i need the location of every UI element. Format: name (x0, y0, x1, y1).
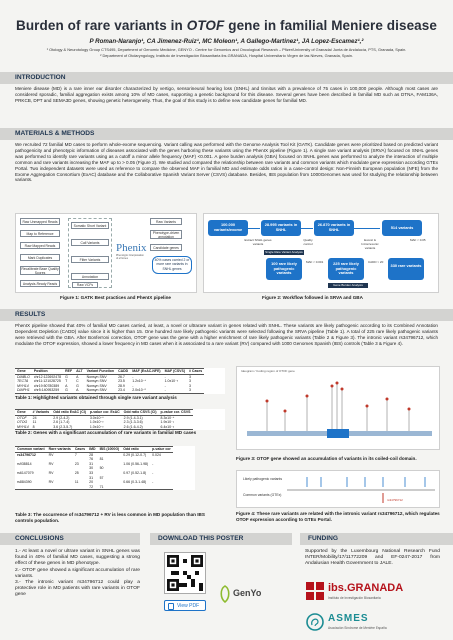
ibs-subtitle: Instituto de Investigación Biosanitaria (328, 596, 381, 600)
arrow (354, 228, 380, 229)
affiliation-2: ² Department of Otolaryngology, Instituto de Investigación Biosanitaria ibs.GRANADA, Hospital Universitario Virgen de las Nieves, Granada, Spain. (100, 52, 353, 58)
fig1-box: Mark Duplicates (20, 254, 60, 261)
node-514-variants: 514 variants (382, 220, 422, 236)
t3-header: Cases (74, 447, 86, 451)
fig1-box: Call Variants (71, 239, 109, 246)
figure-3 (236, 366, 440, 450)
t3-header: p-value cor (152, 447, 171, 451)
fig1-box: Filter Variants (71, 256, 109, 263)
label-maf-005: MAF < 0.05 (410, 238, 426, 242)
label-extract-snhl: Extract SNHL genes variants (244, 238, 272, 246)
t1-header: Variant Function (86, 369, 115, 373)
fig3-header: Ideogram / Coding region of OTOF gene (241, 369, 295, 373)
variant-discovery-column (68, 218, 112, 288)
table-row: rs34796712 RV 7 28 0.29 (0.12-0.7) 0.024 (17, 452, 161, 457)
intro-heading: INTRODUCTION (0, 72, 453, 84)
arrow (301, 228, 313, 229)
t1-header: Position (32, 369, 63, 375)
coiled-coil-domain (327, 429, 349, 438)
variant-heads (266, 382, 411, 413)
fig4-variant-track (287, 473, 437, 507)
node-gba-result: 225 rare likely pathogenic variants (328, 258, 364, 280)
fig1-box: Raw Mapped Reads (20, 242, 60, 249)
fig4-marker-label: rs34796712 (387, 498, 403, 502)
t3-header: IMD (89, 447, 96, 451)
funding-text: Supported by the Luxembourg National Research Fund INTER/Mobility/17/11772209 and EF-0247-2017 from Andalusian Health Government to JALE. (305, 549, 440, 567)
asmes-logo (306, 611, 446, 635)
figure-3-caption: Figure 3: OTOF gene showed an accumulation of variants in its coiled-coil domain. (236, 456, 417, 461)
genyo-mark-icon (218, 585, 232, 603)
node-srva-result: 100 rare likely pathogenic variants (266, 258, 302, 280)
t1-header: # Cases (189, 369, 203, 373)
table-row: 72 71 (89, 484, 104, 489)
table-row: 30 50 (89, 466, 104, 471)
t2-header: # Variants (32, 410, 50, 414)
otof-lollipop-plot (237, 371, 441, 451)
figure-4-caption: Figure 4: These rare variants are related with the intronic variant rs34796712, which regulates OTOF expression according to GTEx Portal. (236, 511, 440, 522)
table-3-caption: Table 3: The occurrence of rs34796712 + RV is less common in MD population than IBS controls population. (15, 512, 205, 523)
ibs-mark-icon (306, 582, 324, 600)
t1-header: ALT (76, 369, 83, 373)
poster-title: Burden of rare variants in OTOF gene in familial Meniere disease (15, 18, 438, 33)
t3-header: Odd ratio (121, 447, 150, 453)
node-330-variants: 330 rare variants (388, 258, 424, 280)
table-row: DIAPH1 chr5:140953259 G A Nonsyn SNV 23.4 2.0x10⁻⁵ - 3 (17, 388, 191, 393)
t2-header: p-value cor. ExAC (89, 410, 120, 414)
methods-text: We recruited 72 familial MD cases to perform whole-exome sequencing. Variant calling was performed with the Genome Analysis Tool Kit (GATK). Candidate genes were prioritized based on predicted variant pathogenicity and phenotypic information of diseases associated with the genes harboring these variants using the PhenIX pipeline (Figure 1). A single rare variant analysis (SRVA) focused on SNHL genes was performed to identify rare variants using as a cutoff a minor allele frequency (MAF) <0.001. A gene burden analysis (GBA) focused on SNHL genes was performed to analyze the interaction of multiple common and rare variants increasing the MAF up to > 0.05 (Figure 2). We studied and compared the relationship between rare variants and common variants which modulate gene expression according GTEx Portal. Two independent datasets were used as reference to compare the observed MAF in familial MD and estimate odds ratios in a case-control design: Non-Finnish European population (NFE) from the Exome Aggregation Consortium (ExAC) database and the Collaborative Spanish Variant Server (CSVS) database. Besides, IBS population from 1000Genomes was used for studying the relationship between variants. (15, 142, 438, 183)
qr-code-icon (167, 555, 203, 591)
t1-header: MAF (CSVS) (164, 369, 185, 373)
conclusions-list (15, 549, 140, 599)
conclusion-item: 1.- At least a novel or ultrare variant in SNHL genes was found in 40% of familial MD cases, suggesting a strong effect of these genes in MD phenotype. (15, 549, 140, 567)
variant-lollipops (267, 383, 409, 431)
phenix-wordmark: Phenix (116, 242, 147, 254)
table-row: TECTA chr11:121028725 T C Nonsyn SNV 23.5 1.2x10⁻⁴ 1.0x10⁻³ 3 (17, 379, 191, 384)
table-row: DIABLO chr12:122692478 G A Nonsyn SNV 26.7 - - 3 (17, 374, 191, 379)
conclusions-heading: CONCLUSIONS (0, 533, 140, 545)
genyo-logo (218, 583, 278, 605)
fig1-box: Raw Unmapped Reads (20, 218, 60, 225)
fig1-box: Phenotype-driven annotation (150, 230, 182, 239)
document-icon (168, 603, 174, 610)
figure-1 (15, 213, 197, 293)
view-pdf-button[interactable] (164, 600, 206, 611)
t2-header: Odd ratio CSVS (CI) (123, 410, 157, 414)
table-row: OTOF 24 2.9 (2-4.2) 3.0x10⁻⁶ 2.9 (1.4-3.1) 8.3x10⁻⁴ (17, 415, 175, 420)
t2-header: Gene (15, 410, 31, 416)
fig1-box: Somatic Short Variant (71, 222, 109, 229)
fig4-label-common: Common variants (GTEx) (243, 493, 282, 497)
figure-2 (203, 213, 439, 293)
t3-header: Common variant (17, 447, 45, 451)
fig1-box: Annotation (71, 273, 109, 280)
fig1-box: Candidate genes (150, 244, 182, 251)
table-row: OTOG 11 2.6 (1.7-4) 1.0x10⁻³ 2.3 (1.3-3.6) 1.9x10⁻¹ (17, 420, 175, 425)
label-maf-0001: MAF < 0.001 (306, 260, 324, 264)
figure-1-caption: Figure 1: GATK Best practices and PhenIX pipeline (60, 295, 171, 300)
label-exonic: Exonic & Intron/exonic variants (361, 238, 379, 250)
fig1-box: Raw VCFs (72, 282, 98, 288)
table-2-caption: Table 2: Genes with a significant accumulation of rare variants in familial MD cases (15, 430, 197, 435)
table-3 (15, 446, 195, 490)
intro-text: Meniere disease (MD) is a rare inner ear disorder characterized by vertigo, sensorineural hearing loss (SNHL) and tinnitus with a prevalence of 75 cases in 100,000 people. Although most cases are considered sporadic, familial aggregation exists among 10% of MD cases, supporting a genetic background for this disease. Several genes have been described in familial MD such as DTNA, FAM136A, PRKCB, DPT and SEMA3D genes, showing genetic heterogeneity. Thus, the goal of this study is to define new candidate genes for familial MD. (15, 86, 438, 103)
table-1-caption: Table 1: Highlighted variants obtained through single rare variant analysis (15, 395, 177, 400)
conclusion-item: 2.- OTOF gene showed a significant accumulation of rare variants. (15, 567, 140, 579)
genyo-wordmark: GenYo (233, 588, 262, 598)
table-row: 76 81 (89, 457, 104, 462)
results-heading: RESULTS (0, 309, 453, 321)
table-row: 31 57 (89, 475, 104, 480)
label-gba: Gene Burden Analysis (328, 283, 368, 288)
label-cadd: CADD > 20 (368, 260, 384, 264)
view-pdf-label: View PDF (177, 603, 200, 609)
label-srva: Single Rare Variant Analysis (265, 250, 303, 254)
phenix-subtitle: Phenotypic Interpretation of eXomes (116, 254, 144, 260)
arrow (248, 228, 260, 229)
table-row: MYH14 8 3.6 (2.3-5.7) 1.0x10⁻³ 2.6 (1.6-4.2) 6.4x10⁻² (17, 424, 175, 429)
ibs-logo (306, 580, 446, 604)
t1-header: REF (65, 369, 73, 373)
funding-heading: FUNDING (300, 533, 453, 545)
figure-2-caption: Figure 2: Workflow followed in SRVA and GBA (262, 295, 363, 300)
fig1-box: Map to Reference (20, 230, 60, 237)
authors: P Roman-Naranjo¹, CA Jimenez-Ruiz¹, MC Moleon¹, A Gallego-Martinez¹, JA Lopez-Escamez¹,² (89, 38, 364, 45)
phenix-column (150, 218, 194, 288)
t3-header: IBS (1000G) (99, 447, 120, 451)
phenix-result-bubble: 40% cases carried 2 or more rare variants in SNHL genes (152, 256, 192, 274)
results-text: PhenIX pipeline showed that 40% of familial MD cases carried, at least, a novel or ultrarare variant in genes related with SNHL. These variants are likely pathogenic according to its Combined Annotation Dependent Depletion (CADD) value since it is higher than 15. One hundred rare likely pathogenic variants were selected following the SRVA pipeline (Table 1). A total of 225 rare likely pathogenic variants were retrieved with the GBA. After Bonferroni correction, OTOF gene was the gene with a higher enrichment of rare likely pathogenic variants (Table 2 & Figure 3). The intronic variant rs34796712, which modulate the OTOF expression, showed a lower frequency in MD cases when it is associated to a rare variant (RV) compared with 1000 Genomes Spanish (IBS) controls (Table 3 & Figure 4). (15, 323, 438, 346)
table-2 (15, 409, 225, 430)
table-1 (15, 368, 225, 394)
node-snhl-variants-raw: 28.995 variants in SNHL (261, 220, 301, 236)
asmes-ear-icon (306, 613, 324, 631)
download-heading: DOWNLOAD THIS POSTER (150, 533, 292, 545)
label-quality-control: Quality control (303, 238, 313, 246)
t1-header: CADD (118, 369, 129, 373)
figure-4 (236, 470, 440, 508)
methods-heading: MATERIALS & METHODS (0, 128, 453, 140)
table-row: rs6147079 RV 25 33 0.97 (0.52-1.8) - (17, 470, 154, 475)
fig1-box: Analysis-Ready Reads (20, 280, 60, 287)
asmes-subtitle: Asociación Síndrome de Menière España (328, 626, 387, 630)
t1-header: MAF (ExAC-NFE) (132, 369, 161, 373)
node-snhl-variants-qc: 26.870 variants in SNHL (314, 220, 354, 236)
t3-header: Rare variants (48, 447, 71, 451)
fig1-box: Raw Variants (150, 218, 182, 225)
fig1-box: Recalibrate Base Quality Scores (21, 267, 59, 275)
ibs-wordmark: ibs.GRANADA (328, 582, 404, 594)
table-row: MYH14 chr19:50780389 A G Nonsyn SNV 28.9 - - 3 (17, 383, 191, 388)
gatk-column (20, 218, 60, 288)
table-row: rs884390 RV 11 20 0.66 (0.3-1.48) - (17, 480, 154, 485)
asmes-wordmark: ASMES (328, 613, 369, 624)
t1-header: Gene (15, 369, 32, 375)
node-exome-variants: 100.000 variants/exome (208, 220, 248, 236)
conclusion-item: 3.- The intronic variant rs34796712 could play a protective role in MD patients with rare variants in OTOF gene (15, 580, 140, 598)
phenix-logo (116, 220, 146, 270)
t2-header: Odd ratio ExAC (CI) (53, 410, 86, 414)
t2-header: p-value cor. CSVS (160, 410, 191, 414)
qr-code[interactable] (164, 552, 206, 594)
fig4-label-rare: Likely pathogenic variants (243, 477, 283, 481)
affiliation-1: ¹ Otology & Neurotology Group CTS495, Department of Genomic Medicine, GENYO - Centre for Genomics and Oncological Research – Pfizer/University of Granada/ Junta de Andalucía, PTS, Granada, Spain. (46, 47, 407, 52)
table-row: rs938814 RV 23 31 1.06 (0.56-1.98) - (17, 461, 154, 466)
